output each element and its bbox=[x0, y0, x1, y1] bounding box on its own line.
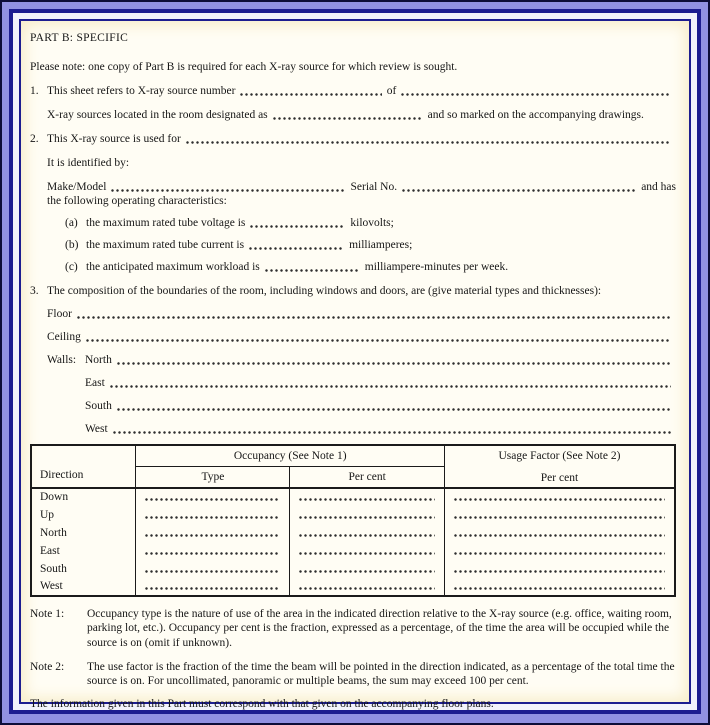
and-has-label: and has bbox=[641, 181, 677, 193]
wall-north-label: North bbox=[85, 354, 112, 366]
floor-row bbox=[47, 307, 676, 321]
north-usage-blank bbox=[444, 524, 675, 542]
wall-west-row bbox=[85, 422, 676, 436]
sub-item-a bbox=[65, 216, 676, 230]
wall-north-row bbox=[47, 353, 676, 367]
walls-label: Walls: bbox=[47, 354, 77, 366]
item-1-line1-label: This sheet refers to X-ray source number bbox=[47, 85, 236, 97]
item-1 bbox=[30, 84, 676, 122]
source-number-blank bbox=[240, 93, 381, 96]
table-row-west bbox=[31, 578, 675, 596]
note-1-text: Occupancy type is the nature of use of the area in the indicated direction relative to the X-ray source (e.g. office, waiting room, parking lot, etc.). Occupancy per cent is the fraction, expressed as a percentage, of the time the area will be occupied while the source is on (omit if unknown). bbox=[87, 608, 672, 649]
east-percent-blank bbox=[290, 542, 445, 560]
percent-column-header: Per cent bbox=[290, 466, 445, 488]
down-percent-blank bbox=[290, 488, 445, 506]
table-row-down bbox=[31, 488, 675, 506]
wall-south-row bbox=[85, 399, 676, 413]
source-count-blank bbox=[401, 93, 671, 96]
item-1-of-label: of bbox=[386, 85, 397, 97]
west-percent-blank bbox=[290, 578, 445, 596]
note-1-label: Note 1: bbox=[30, 608, 65, 620]
sub-item-a-label: (a) bbox=[65, 217, 78, 229]
item-3-number: 3. bbox=[30, 285, 39, 297]
north-percent-blank bbox=[290, 524, 445, 542]
operating-characteristics-label: the following operating characteristics: bbox=[47, 195, 227, 207]
sub-item-c-label: (c) bbox=[65, 261, 78, 273]
identified-by-label: It is identified by: bbox=[47, 157, 130, 169]
table-row-south bbox=[31, 560, 675, 578]
make-model-label: Make/Model bbox=[47, 181, 107, 193]
row-label-north: North bbox=[40, 527, 67, 539]
south-type-blank bbox=[136, 560, 290, 578]
form-page bbox=[19, 19, 691, 711]
direction-column-header: Direction bbox=[31, 445, 136, 488]
west-type-blank bbox=[136, 578, 290, 596]
sub-item-c bbox=[65, 260, 676, 274]
milliamperes-label: milliamperes; bbox=[349, 239, 413, 251]
usage-percent-header: Per cent bbox=[540, 472, 579, 484]
south-percent-blank bbox=[290, 560, 445, 578]
wall-west-blank bbox=[113, 431, 671, 434]
west-usage-blank bbox=[444, 578, 675, 596]
table-row-up bbox=[31, 506, 675, 524]
serial-no-label: Serial No. bbox=[350, 181, 398, 193]
note-2 bbox=[30, 660, 676, 689]
item-2-number: 2. bbox=[30, 133, 39, 145]
down-usage-blank bbox=[444, 488, 675, 506]
item-3 bbox=[30, 284, 676, 436]
up-type-blank bbox=[136, 506, 290, 524]
document-frame-inner bbox=[9, 9, 701, 714]
row-label-south: South bbox=[40, 563, 67, 575]
item-1-number: 1. bbox=[30, 85, 39, 97]
used-for-label: This X-ray source is used for bbox=[47, 133, 181, 145]
item-1-line2-suffix: and so marked on the accompanying drawings. bbox=[427, 109, 644, 121]
floor-label: Floor bbox=[47, 308, 72, 320]
row-label-up: Up bbox=[40, 509, 55, 521]
ceiling-label: Ceiling bbox=[47, 331, 81, 343]
workload-blank bbox=[265, 269, 360, 272]
item-1-line2-label: X-ray sources located in the room designated as bbox=[47, 109, 268, 121]
please-note-text: Please note: one copy of Part B is required for each X-ray source for which review is sought. bbox=[30, 61, 458, 73]
up-percent-blank bbox=[290, 506, 445, 524]
occupancy-usage-table bbox=[30, 444, 676, 597]
usage-factor-header bbox=[444, 445, 675, 488]
type-column-header: Type bbox=[136, 466, 290, 488]
boundaries-intro: The composition of the boundaries of the room, including windows and doors, are (give material types and thicknesses): bbox=[47, 285, 602, 297]
north-type-blank bbox=[136, 524, 290, 542]
room-designation-blank bbox=[273, 117, 423, 120]
wall-south-label: South bbox=[85, 400, 112, 412]
wall-east-blank bbox=[110, 385, 671, 388]
ceiling-row bbox=[47, 330, 676, 344]
footer-statement: The information given in this Part must correspond with that given on the accompanying floor plans. bbox=[30, 698, 494, 711]
down-type-blank bbox=[136, 488, 290, 506]
ceiling-blank bbox=[86, 339, 671, 342]
occupancy-group-header: Occupancy (See Note 1) bbox=[136, 445, 444, 466]
make-model-blank bbox=[111, 189, 345, 192]
tube-voltage-label: the maximum rated tube voltage is bbox=[86, 217, 246, 229]
east-type-blank bbox=[136, 542, 290, 560]
tube-current-label: the maximum rated tube current is bbox=[86, 239, 245, 251]
table-row-east bbox=[31, 542, 675, 560]
sub-item-b-label: (b) bbox=[65, 239, 79, 251]
kilovolts-label: kilovolts; bbox=[350, 217, 394, 229]
item-2 bbox=[30, 132, 676, 274]
serial-no-blank bbox=[402, 189, 636, 192]
east-usage-blank bbox=[444, 542, 675, 560]
wall-east-row bbox=[85, 376, 676, 390]
tube-current-blank bbox=[249, 247, 344, 250]
table-row-north bbox=[31, 524, 675, 542]
page-title: PART B: SPECIFIC bbox=[30, 32, 129, 44]
wall-south-blank bbox=[117, 408, 671, 411]
south-usage-blank bbox=[444, 560, 675, 578]
tube-voltage-blank bbox=[250, 225, 345, 228]
usage-factor-title: Usage Factor (See Note 2) bbox=[498, 450, 621, 462]
floor-blank bbox=[77, 316, 671, 319]
wall-east-label: East bbox=[85, 377, 105, 389]
note-1 bbox=[30, 607, 676, 650]
used-for-blank bbox=[186, 141, 671, 144]
row-label-down: Down bbox=[40, 491, 69, 503]
workload-label: the anticipated maximum workload is bbox=[86, 261, 260, 273]
milliampere-minutes-label: milliampere-minutes per week. bbox=[364, 261, 509, 273]
sub-item-b bbox=[65, 238, 676, 252]
wall-west-label: West bbox=[85, 423, 108, 435]
note-2-text: The use factor is the fraction of the time the beam will be pointed in the direction indicated, as a percentage of the total time the source is on. For uncollimated, panoramic or multiple beams, the sum may exceed 100 per cent. bbox=[87, 660, 675, 688]
note-2-label: Note 2: bbox=[30, 660, 65, 673]
wall-north-blank bbox=[117, 362, 671, 365]
row-label-west: West bbox=[40, 580, 63, 592]
up-usage-blank bbox=[444, 506, 675, 524]
row-label-east: East bbox=[40, 545, 60, 557]
